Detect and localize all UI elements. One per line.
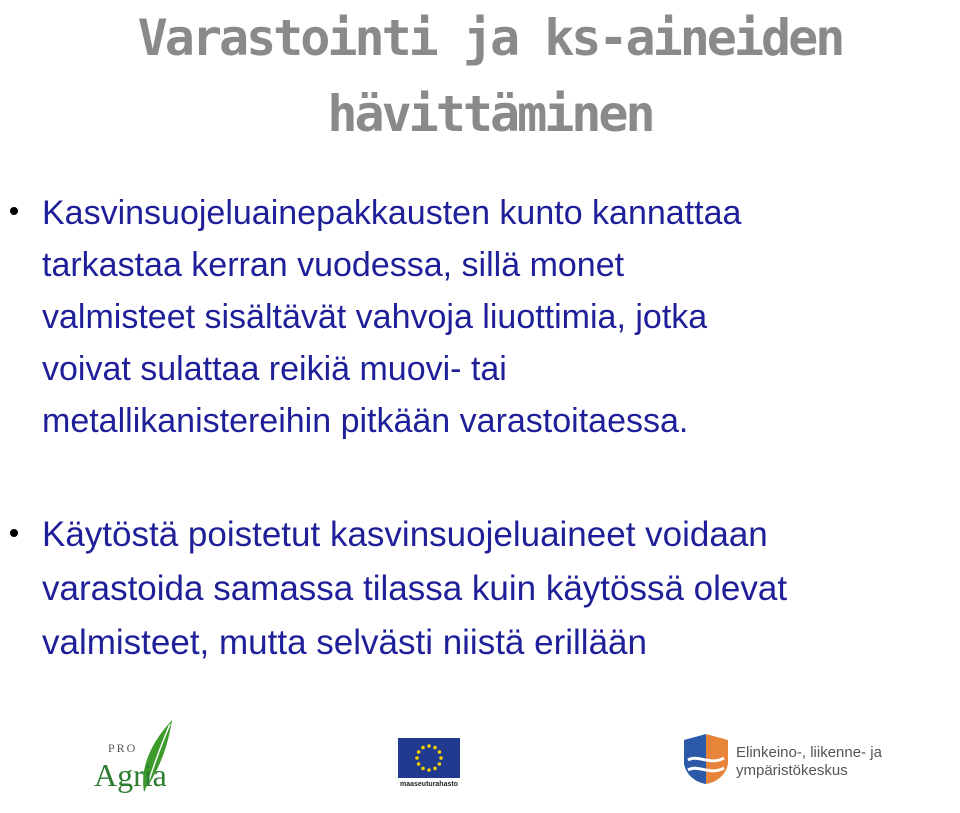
ely-name-line-1: Elinkeino-, liikenne- ja — [736, 744, 882, 761]
bullet-line: Kasvinsuojeluainepakkausten kunto kannattaa — [42, 194, 742, 232]
bullet-item-packaging — [42, 187, 960, 447]
bullet-line: tarkastaa kerran vuodessa, sillä monet — [42, 246, 625, 284]
ely-name-text — [736, 744, 882, 780]
bullet-line: voivat sulattaa reikiä muovi- tai — [42, 350, 507, 388]
eu-caption-text: maaseuturahasto — [400, 781, 458, 788]
bullet-line: metallikanistereihin pitkään varastoitaessa. — [42, 402, 689, 440]
bullet-line: valmisteet sisältävät vahvoja liuottimia, jotka — [42, 298, 708, 336]
proagria-pro-text: PRO — [108, 741, 138, 755]
ely-emblem-icon — [680, 730, 732, 790]
slide-title — [0, 0, 960, 152]
proagria-agria-text: Agria — [94, 757, 167, 793]
slide-title-line-2: hävittäminen — [327, 85, 653, 143]
bullet-dot — [10, 207, 18, 215]
bullet-line: valmisteet, mutta selvästi niistä erillään — [42, 623, 647, 662]
eu-flag-logo — [398, 738, 460, 788]
bullet-dot — [10, 529, 18, 537]
ely-centre-logo — [680, 730, 920, 790]
bullet-line: varastoida samassa tilassa kuin käytössä olevat — [42, 569, 788, 608]
logo-row — [0, 700, 960, 813]
bullet-item-storage — [42, 508, 960, 670]
bullet-line: Käytöstä poistetut kasvinsuojeluaineet voidaan — [42, 515, 768, 554]
slide-title-line-1: Varastointi ja ks-aineiden — [137, 9, 843, 67]
ely-name-line-2: ympäristökeskus — [736, 762, 848, 779]
proagria-logo — [88, 710, 188, 802]
